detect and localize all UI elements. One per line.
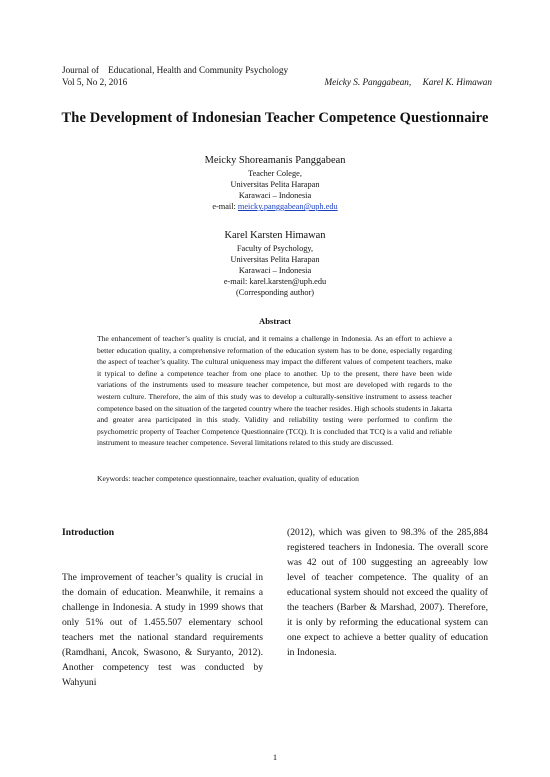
body-column-right <box>287 525 488 660</box>
body-column-left <box>62 525 263 690</box>
author-2-email: e-mail: karel.karsten@uph.edu <box>223 277 327 286</box>
abstract-heading: Abstract <box>259 316 291 326</box>
keywords: Keywords: teacher competence questionnaire, teacher evaluation, quality of education <box>97 474 359 483</box>
author-1-email-link[interactable]: meicky.panggabean@uph.edu <box>237 202 338 211</box>
body-paragraph-right: (2012), which was given to 98.3% of the 285,884 registered teachers in Indonesia. The overall score was 42 out of 100 suggesting an agreeably low level of teacher competence. The quality of an educational system should not exceed the quality of the teachers (Barber & Marshad, 2007). Therefore, it is only by reforming the educational system can one expect to achieve a better quality of education in Indonesia. <box>287 527 488 658</box>
author-1-email-label: e-mail: <box>212 202 238 211</box>
author-1-name: Meicky Shoreamanis Panggabean <box>204 155 346 166</box>
page-number: 1 <box>272 752 278 762</box>
body-paragraph-left: The improvement of teacher’s quality is crucial in the domain of education. Meanwhile, it remains a challenge in Indonesia. A study in 1999 shows that only 51% out of 1.455.507 elementary school teachers met the national standard requirements (Ramdhani, Ancok, Swasono, & Suryanto, 2012). Another competency test was conducted by Wahyuni <box>62 572 263 688</box>
header-authors: Meicky S. Panggabean, Karel K. Himawan <box>324 77 492 87</box>
journal-name: Journal of Educational, Health and Community Psychology <box>62 65 289 75</box>
abstract-text: The enhancement of teacher’s quality is crucial, and it remains a challenge in Indonesia. As an effort to achieve a better education quality, a comprehensive reformation of the education system has to be done, especially regarding the aspect of teacher’s quality. The cultural uniqueness may impact the different values of competent teachers, make it typical to define a competence teacher from one place to another. Up to the present, there have been wide variations of the instruments used to measure teacher competence, but most are developed with regards to the western culture. Therefore, the aim of this study was to develop a culturally-sensitive instrument to assess teacher competence based on the situation of the targeted country where the teacher resides. High schools students in Jakarta and greater area participated in this study. Validity and reliability testing were performed to confirm the psychometric property of Teacher Competence Questionnaire (TCQ). It is concluded that TCQ is a valid and reliable instrument to measure teacher competence. Several limitations related to this study are discussed. <box>97 334 452 448</box>
author-2-university: Universitas Pelita Harapan <box>230 255 320 264</box>
running-header <box>62 64 492 88</box>
corresponding-author-note: (Corresponding author) <box>235 288 315 297</box>
volume-row <box>62 76 492 88</box>
author-2-location: Karawaci – Indonesia <box>238 266 312 275</box>
author-2-affiliation: Faculty of Psychology, <box>236 244 314 253</box>
paper-title: The Development of Indonesian Teacher Competence Questionnaire <box>61 110 489 126</box>
author-block-2 <box>0 229 550 298</box>
author-1-university: Universitas Pelita Harapan <box>230 180 320 189</box>
author-1-location: Karawaci – Indonesia <box>238 191 312 200</box>
author-1-affiliation: Teacher Colege, <box>248 169 302 178</box>
section-heading-introduction: Introduction <box>62 527 115 538</box>
author-block-1 <box>0 154 550 212</box>
author-1-email-line <box>0 201 550 212</box>
volume-info: Vol 5, No 2, 2016 <box>62 77 128 87</box>
author-2-name: Karel Karsten Himawan <box>224 230 326 241</box>
